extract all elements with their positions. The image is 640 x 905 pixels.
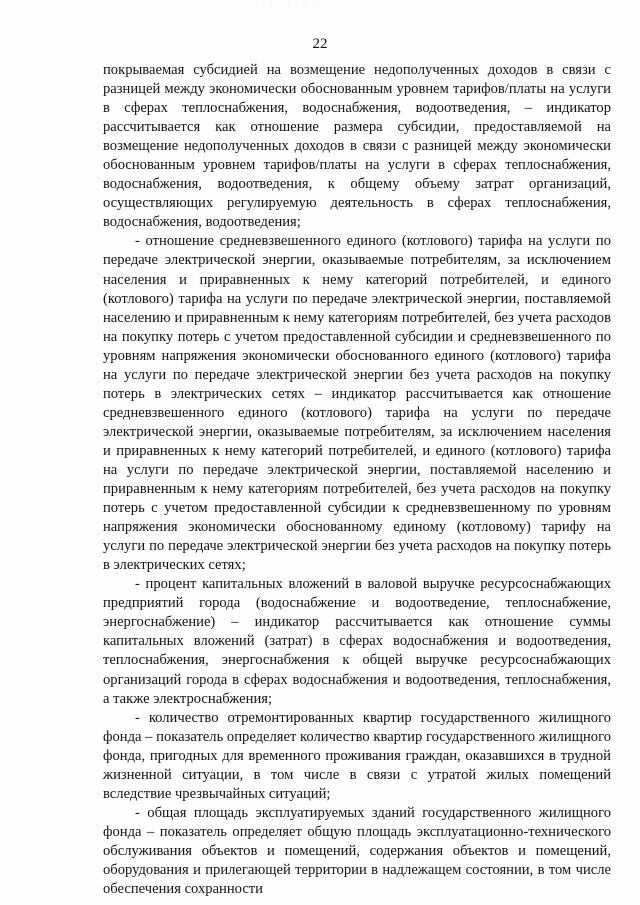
paragraph-5: - общая площадь эксплуатируемых зданий государственного жилищного фонда – показатель определяет общую площадь эксплуатационно-технического обслуживания объектов и помещений, содержания объектов и помещений, оборудования и прилегающей территории в надлежащем состоянии, в том числе обеспечения сохранности — [103, 804, 611, 898]
page-number: 22 — [312, 36, 328, 52]
body-text — [103, 61, 611, 899]
paragraph-4: - количество отремонтированных квартир государственного жилищного фонда – показатель определяет количество квартир государственного жилищного фонда, пригодных для временного проживания граждан, оказавшихся в трудной жизненной ситуации, в том числе в связи с утратой жилых помещений вследствие чрезвычайных ситуаций; — [103, 709, 611, 802]
paragraph-2: - отношение средневзвешенного единого (котлового) тарифа на услуги по передаче электрической энергии, оказываемые потребителям, за исключением населения и приравненных к нему категорий потребителей, и единого (котлового) тарифа на услуги по передаче электрической энергии, поставляемой населению и приравненным к нему категориям потребителей, без учета расходов на покупку потерь с учетом предоставленной субсидии и средневзвешенного по уровням напряжения экономически обоснованного единого (котлового) тарифа на услуги по передаче электрической энергии без учета расходов на покупку потерь в электрических сетях – индикатор рассчитывается как отношение средневзвешенного единого (котлового) тарифа на услуги по передаче электрической энергии, оказываемые потребителям, за исключением населения и приравненных к нему категорий потребителей, и единого (котлового) тарифа на услуги по передаче электрической энергии, поставляемой населению и приравненным к нему категориям потребителей, без учета расходов на покупку потерь с учетом предоставленной субсидии к средневзвешенному по уровням напряжения экономически обоснованному единому (котловому) тарифу на услуги по передаче электрической энергии без учета расходов на покупку потерь в электрических сетях; — [103, 233, 611, 574]
paragraph-1: покрываемая субсидией на возмещение недополученных доходов в связи с разницей между экономически обоснованным уровнем тарифов/платы на услуги в сферах теплоснабжения, водоснабжения, водоотведения, – индикатор рассчитывается как отношение размера субсидии, предоставляемой на возмещение недополученных доходов в связи с разницей между экономически обоснованным уровнем тарифов/платы на услуги в сферах теплоснабжения, водоснабжения, водоотведения, к общему объему затрат организаций, осуществляющих регулируемую деятельность в сферах теплоснабжения, водоснабжения, водоотведения; — [103, 62, 611, 231]
paragraph-3: - процент капитальных вложений в валовой выручке ресурсоснабжающих предприятий города (водоснабжение и водоотведение, теплоснабжение, энергоснабжение) – индикатор рассчитывается как отношение суммы капитальных вложений (затрат) в сферах водоснабжения и водоотведения, теплоснабжения, энергоснабжения к общей выручке ресурсоснабжающих организаций города в сферах водоснабжения и водоотведения, теплоснабжения, а также электроснабжения; — [103, 576, 611, 707]
scan-artifact: · · · · · · · — [262, 0, 317, 8]
